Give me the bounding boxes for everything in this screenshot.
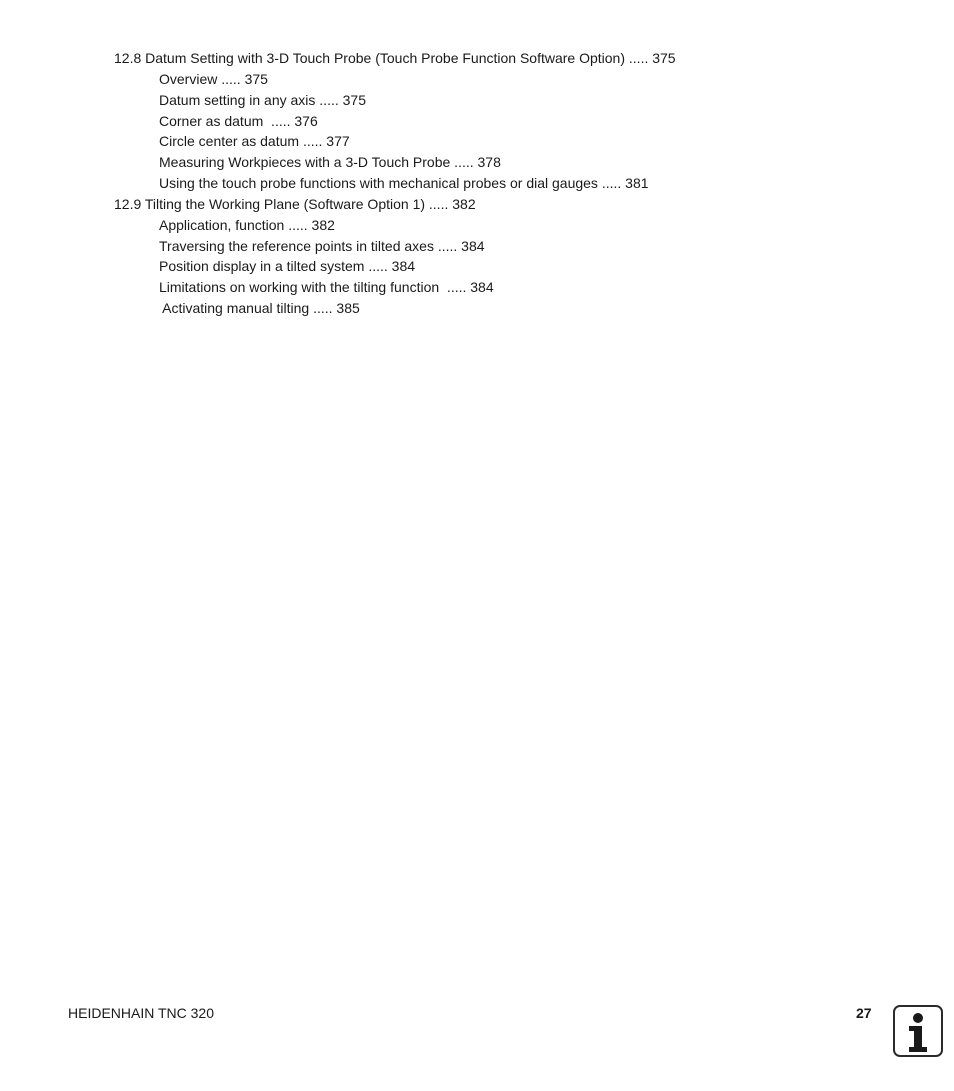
toc-item-application-function: Application, function ..... 382 <box>159 216 335 233</box>
toc-item-circle-center: Circle center as datum ..... 377 <box>159 133 350 150</box>
toc-item-overview: Overview ..... 375 <box>159 70 268 87</box>
toc-item-limitations: Limitations on working with the tilting function ..... 384 <box>159 279 494 296</box>
page-number: 27 <box>856 1005 872 1021</box>
footer-product-name: HEIDENHAIN TNC 320 <box>68 1005 215 1021</box>
toc-item-corner-datum: Corner as datum ..... 376 <box>159 112 318 129</box>
toc-item-datum-any-axis: Datum setting in any axis ..... 375 <box>159 91 366 108</box>
toc-item-position-display: Position display in a tilted system ..... 384 <box>159 258 416 275</box>
toc-section-12-8: 12.8 Datum Setting with 3-D Touch Probe (Touch Probe Function Software Option) ..... 375 <box>114 50 676 66</box>
toc-item-reference-points: Traversing the reference points in tilted axes ..... 384 <box>159 237 485 254</box>
info-badge <box>893 1005 943 1057</box>
toc-item-mechanical-probes: Using the touch probe functions with mechanical probes or dial gauges ..... 381 <box>159 175 649 192</box>
info-icon <box>895 1007 941 1055</box>
table-of-contents <box>0 48 954 319</box>
toc-section-12-9: 12.9 Tilting the Working Plane (Software Option 1) ..... 382 <box>114 195 476 212</box>
toc-item-measuring-workpieces: Measuring Workpieces with a 3-D Touch Probe ..... 378 <box>159 154 501 171</box>
toc-item-manual-tilting: Activating manual tilting ..... 385 <box>159 300 360 317</box>
